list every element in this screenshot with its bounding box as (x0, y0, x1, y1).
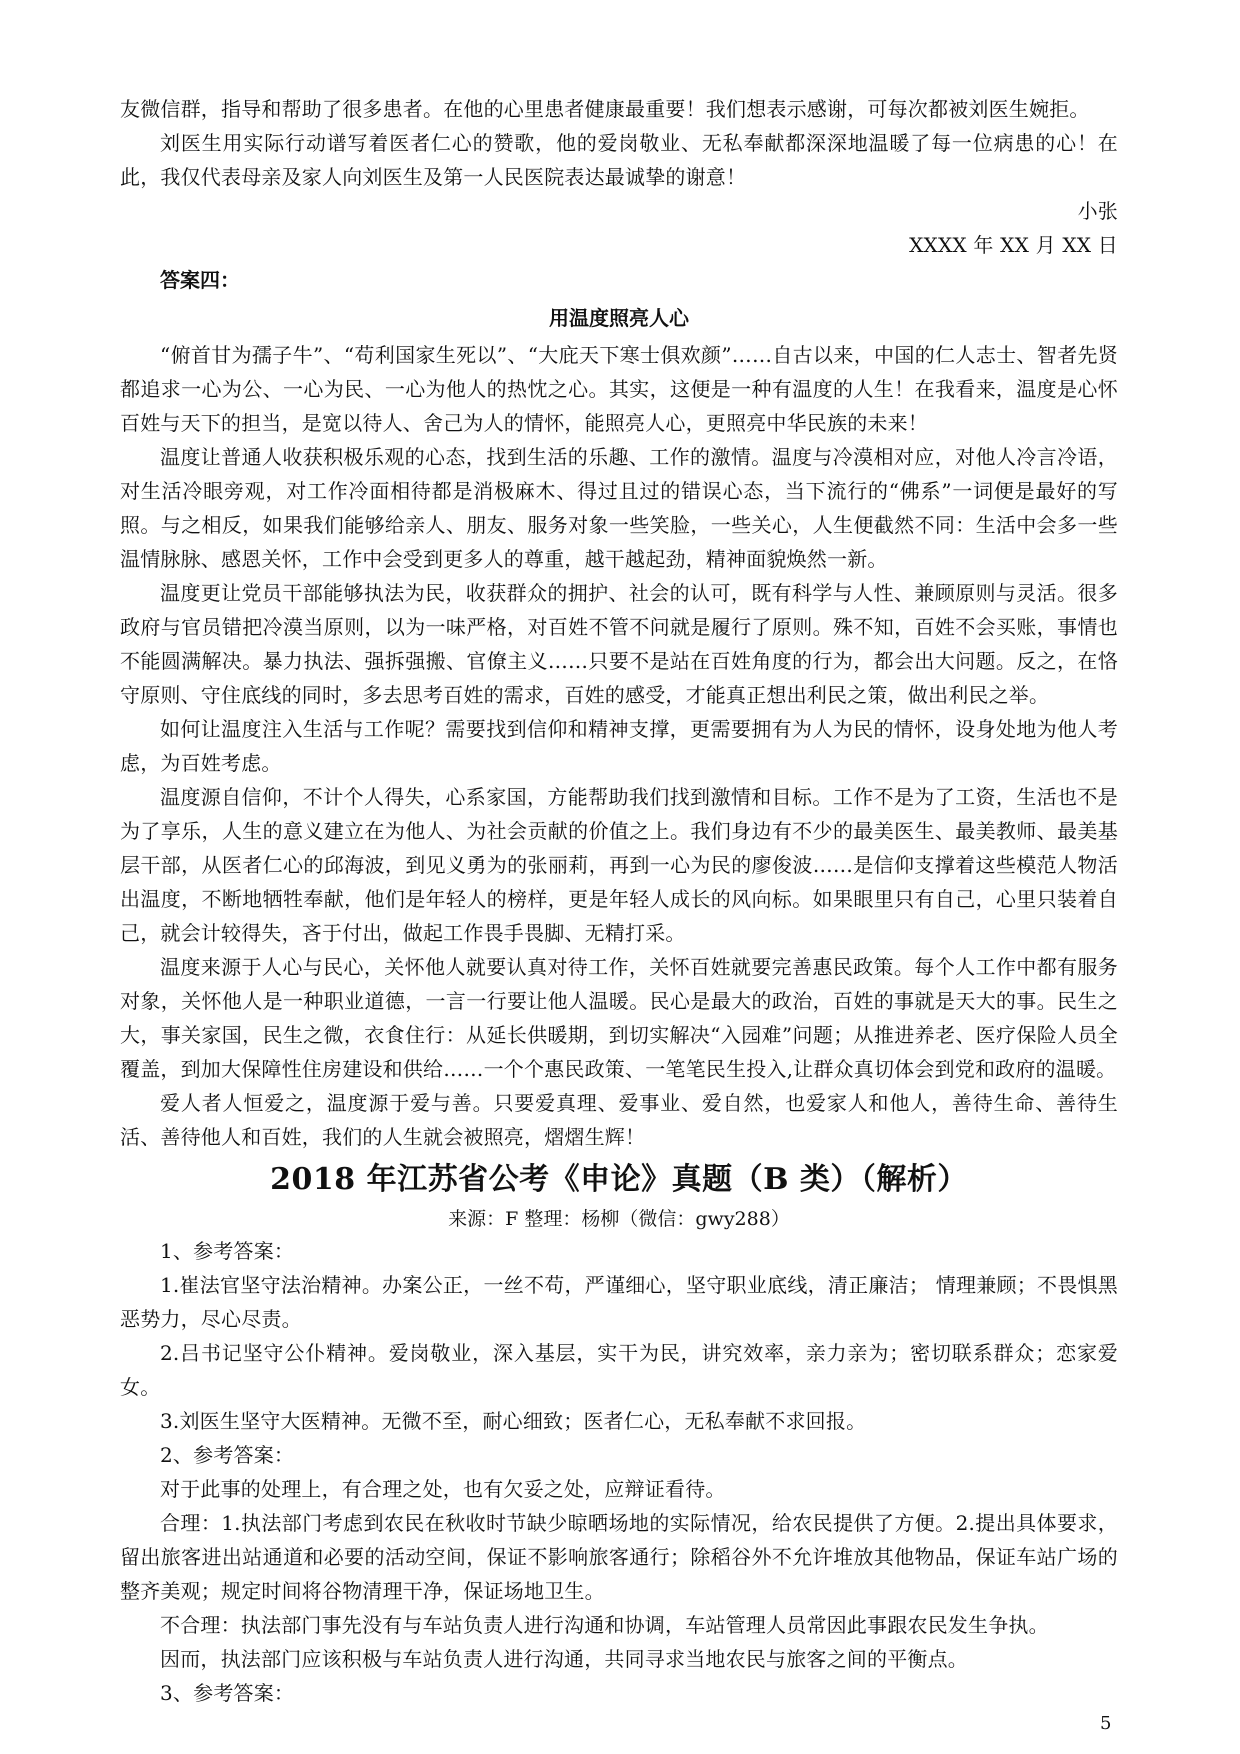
essay-paragraph: 爱人者人恒爱之，温度源于爱与善。只要爱真理、爱事业、爱自然，也爱家人和他人，善待生命、善待生活、善待他人和百姓，我们的人生就会被照亮，熠熠生辉！ (120, 1091, 1118, 1149)
essay-paragraph: 如何让温度注入生活与工作呢？需要找到信仰和精神支撑，更需要拥有为人为民的情怀，设身处地为他人考虑，为百姓考虑。 (120, 717, 1118, 775)
source-line: 来源：F 整理：杨柳（微信：gwy288） (448, 1208, 790, 1230)
section-title: 2018 年江苏省公考《申论》真题（B 类）（解析） (270, 1162, 968, 1197)
letter-date: XXXX 年 XX 月 XX 日 (909, 233, 1118, 257)
essay-paragraph: 温度让普通人收获积极乐观的心态，找到生活的乐趣、工作的激情。温度与冷漠相对应，对他人冷言冷语，对生活冷眼旁观，对工作冷面相待都是消极麻木、得过且过的错误心态，当下流行的“佛系”一词便是最好的写照。与之相反，如果我们能够给亲人、朋友、服务对象一些笑脸，一些关心，人生便截然不同：生活中会多一些温情脉脉、感恩关怀，工作中会受到更多人的尊重，越干越起劲，精神面貌焕然一新。 (120, 445, 1118, 571)
analysis-line: 3.刘医生坚守大医精神。无微不至，耐心细致；医者仁心，无私奉献不求回报。 (160, 1409, 867, 1433)
analysis-line: 2.吕书记坚守公仆精神。爱岗敬业，深入基层，实干为民，讲究效率，亲力亲为；密切联系群众；恋家爱女。 (120, 1341, 1118, 1399)
answer-four-label: 答案四： (160, 268, 240, 292)
analysis-line: 合理：1.执法部门考虑到农民在秋收时节缺少晾晒场地的实际情况，给农民提供了方便。2.提出具体要求，留出旅客进出站通道和必要的活动空间，保证不影响旅客通行；除稻谷外不允许堆放其他物品，保证车站广场的整齐美观；规定时间将谷物清理干净，保证场地卫生。 (120, 1511, 1118, 1603)
analysis-line: 对于此事的处理上，有合理之处，也有欠妥之处，应辩证看待。 (160, 1477, 726, 1501)
essay-paragraph: 温度更让党员干部能够执法为民，收获群众的拥护、社会的认可，既有科学与人性、兼顾原则与灵活。很多政府与官员错把冷漠当原则，以为一味严格，对百姓不管不问就是履行了原则。殊不知，百姓不会买账，事情也不能圆满解决。暴力执法、强拆强搬、官僚主义……只要不是站在百姓角度的行为，都会出大问题。反之，在恪守原则、守住底线的同时，多去思考百姓的需求，百姓的感受，才能真正想出利民之策，做出利民之举。 (120, 581, 1118, 707)
analysis-line: 1、参考答案： (160, 1239, 295, 1263)
analysis-line: 1.崔法官坚守法治精神。办案公正，一丝不苟，严谨细心，坚守职业底线，清正廉洁； 情理兼顾；不畏惧黑恶势力，尽心尽责。 (120, 1273, 1118, 1331)
page-content (120, 92, 1118, 1710)
analysis-line: 不合理：执法部门事先没有与车站负责人进行沟通和协调，车站管理人员常因此事跟农民发生争执。 (160, 1613, 1049, 1637)
analysis-line: 2、参考答案： (160, 1443, 295, 1467)
essay-paragraph: 温度源自信仰，不计个人得失，心系家国，方能帮助我们找到激情和目标。工作不是为了工资，生活也不是为了享乐，人生的意义建立在为他人、为社会贡献的价值之上。我们身边有不少的最美医生、最美教师、最美基层干部，从医者仁心的邱海波，到见义勇为的张丽莉，再到一心为民的廖俊波……是信仰支撑着这些模范人物活出温度，不断地牺牲奉献，他们是年轻人的榜样，更是年轻人成长的风向标。如果眼里只有自己，心里只装着自己，就会计较得失，吝于付出，做起工作畏手畏脚、无精打采。 (120, 785, 1118, 945)
body-paragraph: 刘医生用实际行动谱写着医者仁心的赞歌，他的爱岗敬业、无私奉献都深深地温暖了每一位病患的心！在此，我仅代表母亲及家人向刘医生及第一人民医院表达最诚挚的谢意！ (120, 131, 1118, 189)
essay-paragraph: 温度来源于人心与民心，关怀他人就要认真对待工作，关怀百姓就要完善惠民政策。每个人工作中都有服务对象，关怀他人是一种职业道德，一言一行要让他人温暖。民心是最大的政治，百姓的事就是天大的事。民生之大，事关家国，民生之微，衣食住行：从延长供暖期，到切实解决“入园难”问题；从推进养老、医疗保险人员全覆盖，到加大保障性住房建设和供给……一个个惠民政策、一笔笔民生投入,让群众真切体会到党和政府的温暖。 (120, 955, 1118, 1081)
essay-paragraph: “俯首甘为孺子牛”、“苟利国家生死以”、“大庇天下寒士俱欢颜”……自古以来，中国的仁人志士、智者先贤都追求一心为公、一心为民、一心为他人的热忱之心。其实，这便是一种有温度的人生！在我看来，温度是心怀百姓与天下的担当，是宽以待人、舍己为人的情怀，能照亮人心，更照亮中华民族的未来！ (120, 343, 1118, 435)
analysis-line: 3、参考答案： (160, 1681, 295, 1705)
body-paragraph: 友微信群，指导和帮助了很多患者。在他的心里患者健康最重要！我们想表示感谢，可每次都被刘医生婉拒。 (120, 97, 1090, 121)
essay-title: 用温度照亮人心 (549, 306, 689, 330)
letter-signature: 小张 (1077, 199, 1118, 223)
page-number: 5 (1100, 1713, 1112, 1734)
analysis-line: 因而，执法部门应该积极与车站负责人进行沟通，共同寻求当地农民与旅客之间的平衡点。 (160, 1647, 968, 1671)
